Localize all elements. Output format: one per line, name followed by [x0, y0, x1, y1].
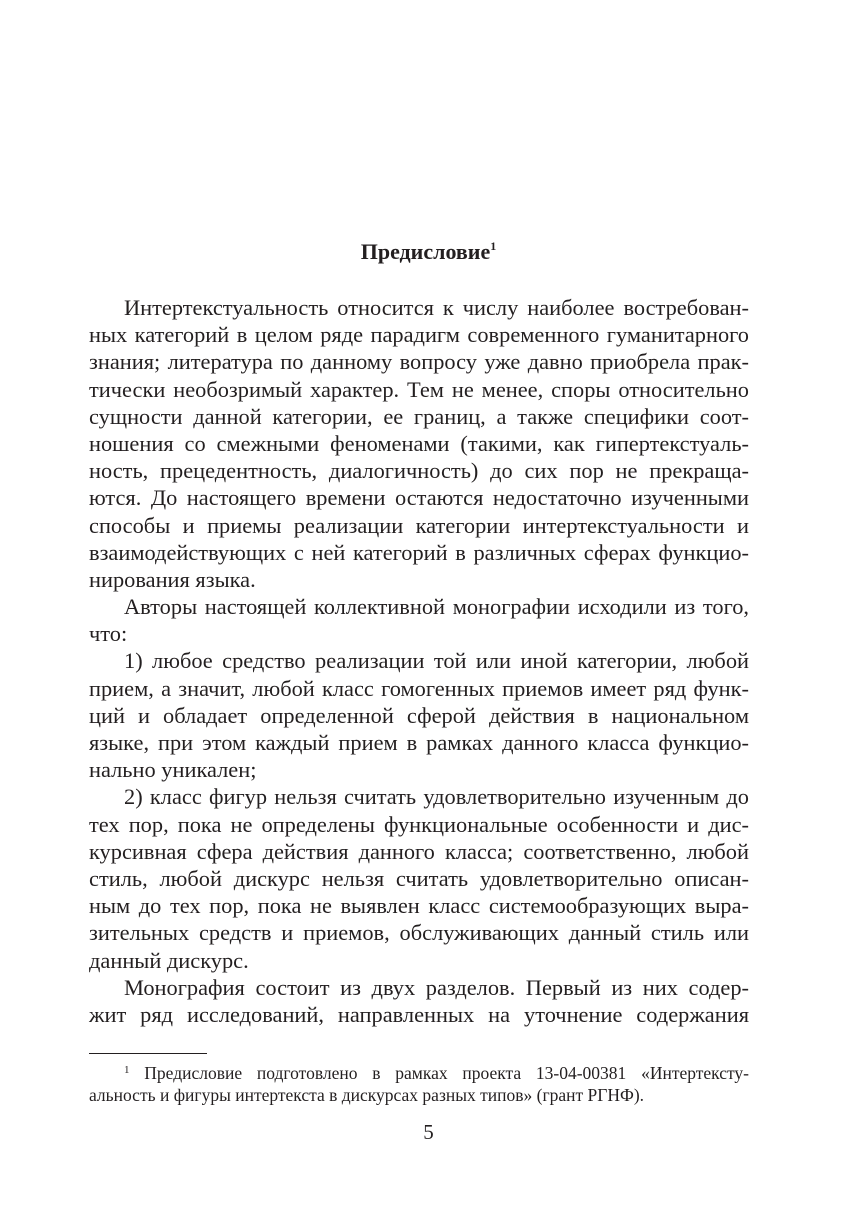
- paragraph-1: [89, 294, 749, 593]
- text-line: тех пор, пока не определены функциональные особенности и дис-: [89, 811, 749, 837]
- text-line: взаимодействующих с ней категорий в различных сферах функцио-: [89, 539, 749, 565]
- paragraph-3: [89, 647, 749, 783]
- text-line: ются. До настоящего времени остаются недостаточно изученными: [89, 485, 749, 511]
- text-line: ношения со смежными феноменами (такими, как гипертекстуаль-: [89, 430, 749, 456]
- text-line: Монография состоит из двух разделов. Первый из них содер-: [124, 974, 749, 1000]
- text-line: ность, прецедентность, диалогичность) до сих пор не прекраща-: [89, 458, 749, 484]
- text-line: прием, а значит, любой класс гомогенных приемов имеет ряд функ-: [89, 675, 749, 701]
- page-number: 5: [423, 1120, 434, 1144]
- text-line: жит ряд исследований, направленных на уточнение содержания: [89, 1001, 749, 1027]
- text-line: что:: [89, 621, 128, 647]
- footnote-divider: [89, 1053, 207, 1054]
- text-line: Авторы настоящей коллективной монографии исходили из того,: [124, 594, 749, 620]
- text-line: нально уникален;: [89, 757, 257, 783]
- page-title: [0, 239, 857, 265]
- text-line: тически необозримый характер. Тем не менее, споры относительно: [89, 376, 749, 402]
- text-line: знания; литература по данному вопросу уже давно приобрела прак-: [89, 349, 749, 375]
- text-line: ных категорий в целом ряде парадигм современного гуманитарного: [89, 322, 749, 348]
- footnote-text: Предисловие подготовлено в рамках проекта 13-04-00381 «Интертексту-: [144, 1063, 750, 1083]
- footnote-line: [89, 1062, 749, 1084]
- text-line: ным до тех пор, пока не выявлен класс системообразующих выра-: [89, 893, 749, 919]
- text-line: сущности данной категории, ее границ, а также специфики соот-: [89, 403, 749, 429]
- footnote-line: альность и фигуры интертекста в дискурсах разных типов» (грант РГНФ).: [89, 1085, 645, 1105]
- title-footnote-mark: 1: [490, 239, 497, 253]
- text-line: языке, при этом каждый прием в рамках данного класса функцио-: [89, 730, 749, 755]
- text-line: Интертекстуальность относится к числу наиболее востребован-: [124, 295, 749, 320]
- main-text: [89, 294, 749, 1028]
- text-line: курсивная сфера действия данного класса; соответственно, любой: [89, 838, 749, 864]
- footnote: [89, 1062, 749, 1106]
- text-line: нирования языка.: [89, 566, 256, 592]
- footnote-mark: 1: [124, 1064, 130, 1076]
- text-line: ций и обладает определенной сферой действия в национальном: [89, 702, 749, 728]
- paragraph-5: [89, 974, 749, 1028]
- paragraph-2: [89, 593, 749, 647]
- text-line: стиль, любой дискурс нельзя считать удовлетворительно описан-: [89, 865, 749, 891]
- page-title-text: Предисловие: [360, 239, 491, 264]
- text-line: данный дискурс.: [89, 947, 249, 973]
- text-line: зительных средств и приемов, обслуживающих данный стиль или: [89, 920, 749, 946]
- text-line: способы и приемы реализации категории интертекстуальности и: [89, 512, 749, 538]
- text-line: 2) класс фигур нельзя считать удовлетворительно изученным до: [124, 784, 749, 810]
- text-line: 1) любое средство реализации той или иной категории, любой: [124, 648, 749, 674]
- paragraph-4: [89, 783, 749, 973]
